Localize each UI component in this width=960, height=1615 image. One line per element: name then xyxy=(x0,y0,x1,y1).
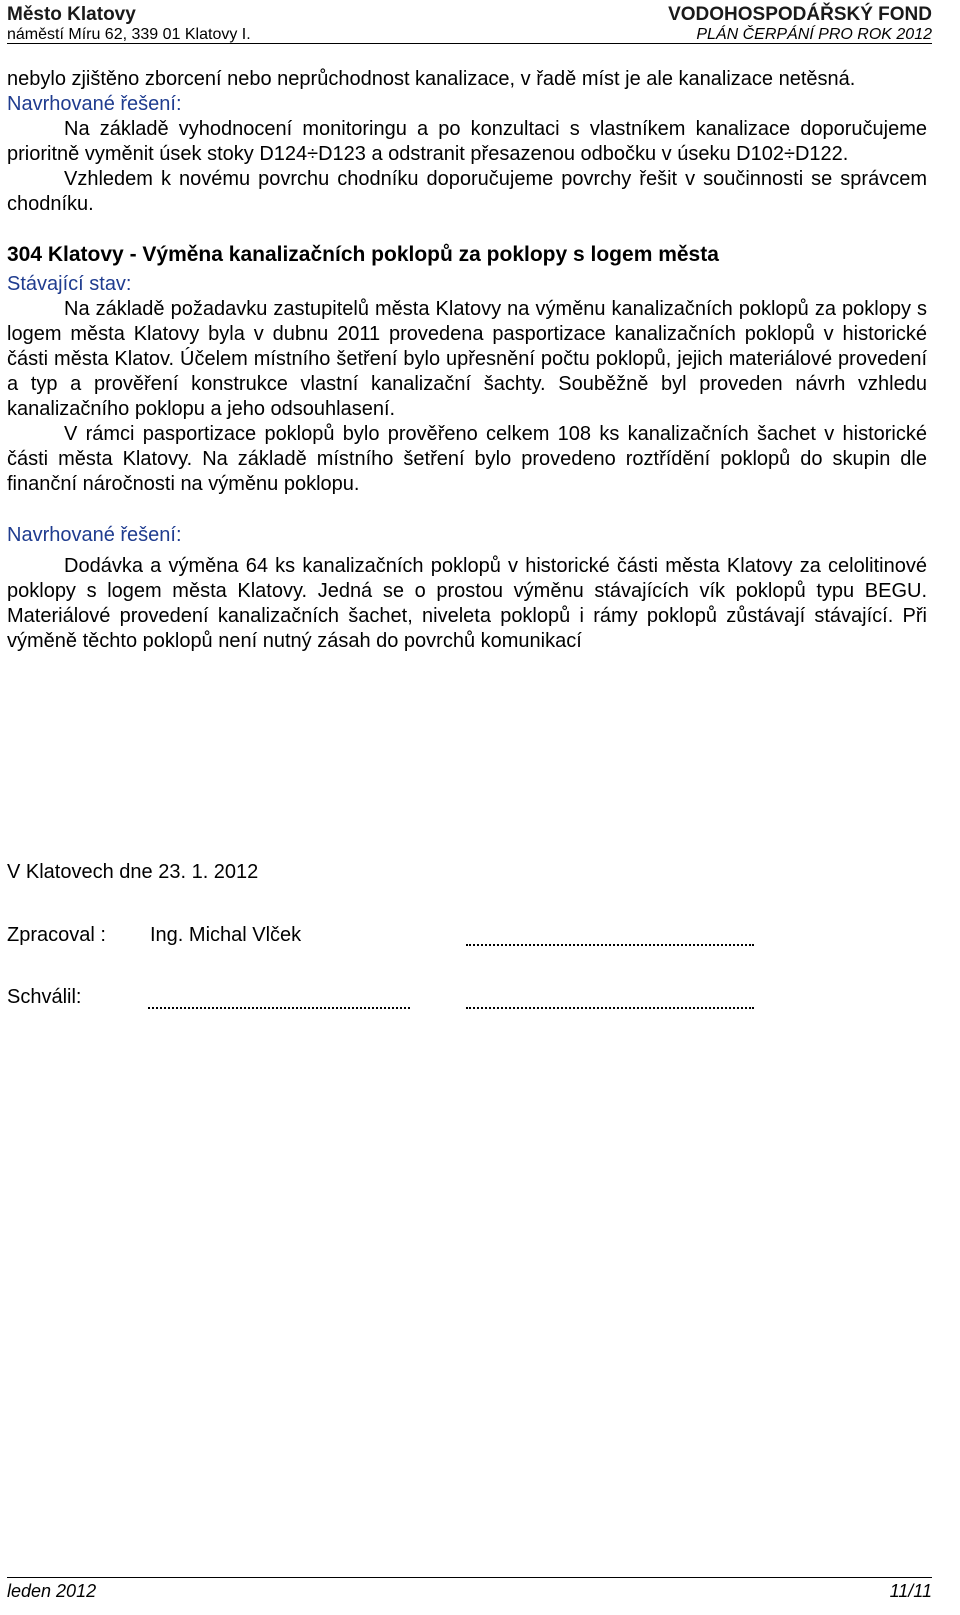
page-footer xyxy=(7,1580,932,1602)
current-state-label: Stávající stav: xyxy=(7,273,132,295)
section-solution-label: Navrhované řešení: xyxy=(7,524,182,546)
approved-name-line xyxy=(148,1007,410,1009)
section-solution-text: Dodávka a výměna 64 ks kanalizačních poklopů v historické části města Klatovy za celolitinové poklopy s logem města Klatovy. Jedná se o prostou výměnu stávajících vík poklopů typu BEGU. Materiálové provedení kanalizačních šachet, niveleta poklopů i rámy poklopů zůstávají stávající. Při výměně těchto poklopů není nutný zásah do povrchů komunikací xyxy=(7,555,927,652)
intro-solution-text-2: Vzhledem k novému povrchu chodníku doporučujeme povrchy řešit v součinnosti se správcem chodníku. xyxy=(7,168,927,215)
prepared-name: Ing. Michal Vlček xyxy=(150,924,302,946)
header-plan-subtitle: PLÁN ČERPÁNÍ PRO ROK 2012 xyxy=(696,26,932,43)
footer-date: leden 2012 xyxy=(7,1581,97,1601)
intro-continuation: nebylo zjištěno zborcení nebo neprůchodnost kanalizace, v řadě míst je ale kanalizace netěsná. xyxy=(7,68,856,90)
header-divider xyxy=(7,43,932,44)
header-right xyxy=(668,4,932,44)
approved-signature-line xyxy=(466,1007,754,1009)
intro-solution-label: Navrhované řešení: xyxy=(7,93,182,115)
page-header xyxy=(7,4,932,44)
current-state-text-1: Na základě požadavku zastupitelů města Klatovy na výměnu kanalizačních poklopů za poklopy s logem města Klatovy byla v dubnu 2011 provedena pasportizace kanalizačních poklopů v historické části města Klatov. Účelem místního šetření bylo upřesnění počtu poklopů, jejich materiálové provedení a typ a prověření konstrukce vlastní kanalizační šachty. Souběžně byl proveden návrh vzhledu kanalizačního poklopu a jeho odsouhlasení. xyxy=(7,298,927,420)
header-fund-title: VODOHOSPODÁŘSKÝ FOND xyxy=(668,4,932,25)
header-city-title: Město Klatovy xyxy=(7,4,136,25)
header-left xyxy=(7,4,251,44)
prepared-label: Zpracoval : xyxy=(7,924,106,946)
section-heading: 304 Klatovy - Výměna kanalizačních poklopů za poklopy s logem města xyxy=(7,243,719,266)
header-address: náměstí Míru 62, 339 01 Klatovy I. xyxy=(7,26,251,43)
approved-label: Schválil: xyxy=(7,986,82,1008)
date-line: V Klatovech dne 23. 1. 2012 xyxy=(7,861,259,883)
footer-divider xyxy=(7,1577,932,1578)
document-body xyxy=(7,67,927,654)
prepared-signature-line xyxy=(466,944,754,946)
intro-solution-text-1: Na základě vyhodnocení monitoringu a po konzultaci s vlastníkem kanalizace doporučujeme prioritně vyměnit úsek stoky D124÷D123 a odstranit přesazenou odbočku v úseku D102÷D122. xyxy=(7,118,927,165)
current-state-text-2: V rámci pasportizace poklopů bylo prověřeno celkem 108 ks kanalizačních šachet v historické části města Klatovy. Na základě místního šetření bylo provedeno roztřídění poklopů do skupin dle finanční náročnosti na výměnu poklopu. xyxy=(7,423,927,495)
footer-page-number: 11/11 xyxy=(889,1581,932,1601)
